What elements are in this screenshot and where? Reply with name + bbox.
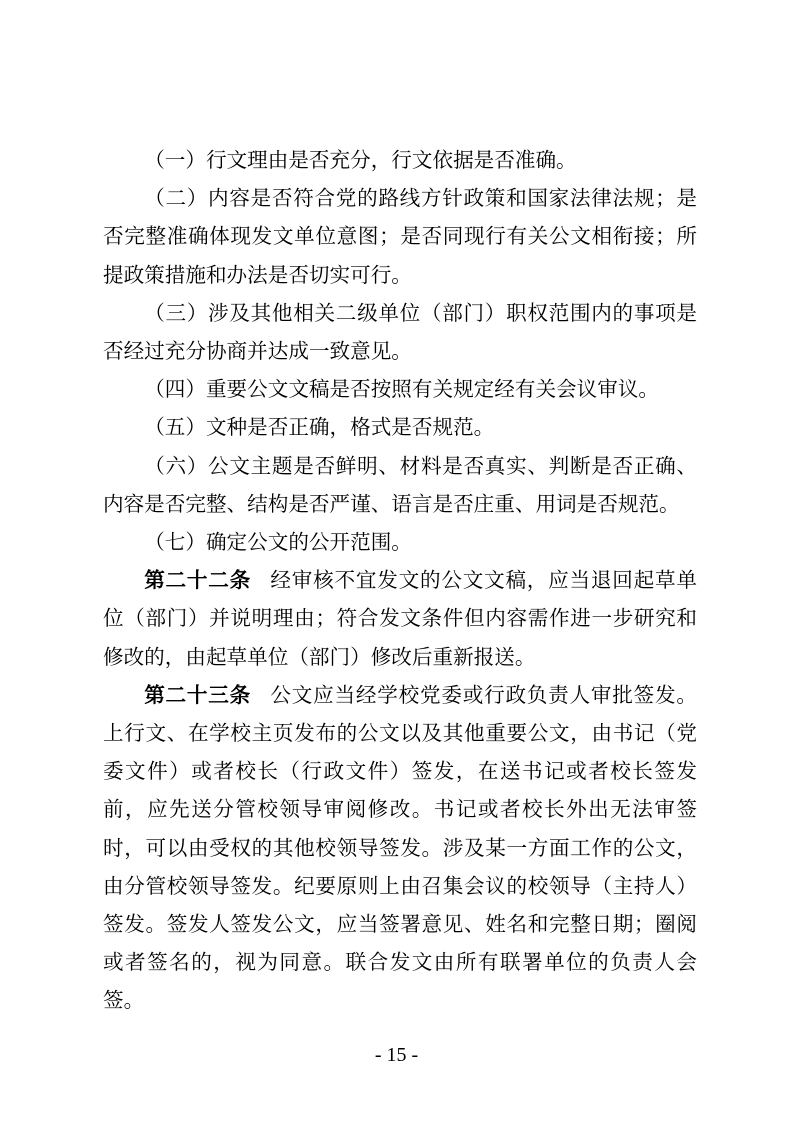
clause-4: （四）重要公文文稿是否按照有关规定经有关会议审议。 — [144, 377, 660, 402]
clause-6: （六）公文主题是否鲜明、材料是否真实、判断是否正确、内容是否完整、结构是否严谨、语言是否庄重、用词是否规范。 — [103, 453, 697, 516]
document-body — [103, 141, 697, 1020]
page-number: - 15 - — [374, 1044, 419, 1066]
clause-3: （三）涉及其他相关二级单位（部门）职权范围内的事项是否经过充分协商并达成一致意见。 — [103, 300, 697, 364]
article-23 — [103, 676, 697, 1020]
article-22-text: 经审核不宜发文的公文文稿，应当退回起草单位（部门）并说明理由；符合发文条件但内容需作进一步研究和修改的，由起草单位（部门）修改后重新报送。 — [103, 568, 698, 669]
clause-2: （二）内容是否符合党的路线方针政策和国家法律法规；是否完整准确体现发文单位意图；是否同现行有关公文相衔接；所提政策措施和办法是否切实可行。 — [103, 186, 697, 287]
article-22-number: 第二十二条 — [144, 568, 252, 593]
clause-7: （七）确定公文的公开范围。 — [144, 530, 412, 555]
article-23-text: 公文应当经学校党委或行政负责人审批签发。上行文、在学校主页发布的公文以及其他重要公文，由书记（党委文件）或者校长（行政文件）签发，在送书记或者校长签发前，应先送分管校领导审阅修改。书记或者校长外出无法审签时，可以由受权的其他校领导签发。涉及某一方面工作的公文，由分管校领导签发。纪要原则上由召集会议的校领导（主持人）签发。签发人签发公文，应当签署意见、姓名和完整日期；圈阅或者签名的，视为同意。联合发文由所有联署单位的负责人会签。 — [103, 682, 698, 1013]
clause-5: （五）文种是否正确，格式是否规范。 — [144, 415, 495, 440]
clause-1: （一）行文理由是否充分，行文依据是否准确。 — [144, 148, 577, 172]
article-23-number: 第二十三条 — [144, 682, 252, 707]
article-22 — [103, 561, 697, 676]
